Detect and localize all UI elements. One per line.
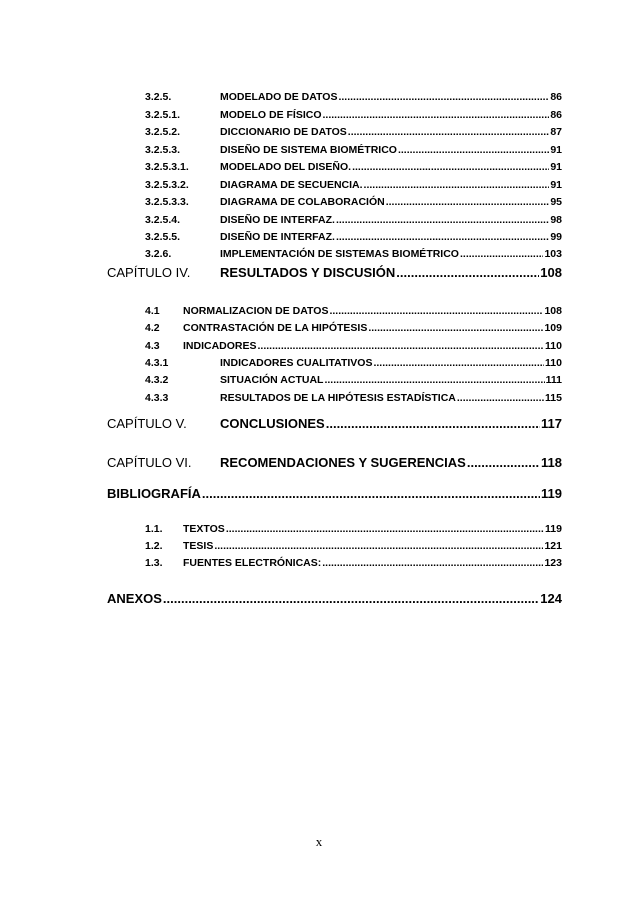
entry-number: 3.2.5. xyxy=(145,91,172,103)
entry-title: DISEÑO DE SISTEMA BIOMÉTRICO xyxy=(220,144,397,156)
leader-dots xyxy=(336,214,549,226)
chapter-title: CONCLUSIONES xyxy=(220,416,325,431)
entry-number: 1.3. xyxy=(145,557,163,569)
toc-entry xyxy=(145,322,562,336)
leader-dots xyxy=(396,265,539,280)
toc-entry xyxy=(145,305,562,319)
chapter-title: ANEXOS xyxy=(107,591,162,606)
entry-page: 91 xyxy=(550,179,562,191)
chapter-number: CAPÍTULO VI. xyxy=(107,455,192,470)
entry-number: 4.3.1 xyxy=(145,357,169,369)
leader-dots xyxy=(258,340,545,352)
chapter-page: 118 xyxy=(541,455,562,470)
toc-entry xyxy=(145,214,562,228)
entry-page: 99 xyxy=(550,231,562,243)
entry-title: MODELADO DE DATOS xyxy=(220,91,338,103)
entry-number: 3.2.5.3.3. xyxy=(145,196,189,208)
chapter-page: 119 xyxy=(541,486,562,501)
entry-page: 119 xyxy=(545,523,562,535)
toc-entry xyxy=(145,374,562,388)
leader-dots xyxy=(326,416,540,431)
entry-page: 123 xyxy=(544,557,562,569)
entry-page: 109 xyxy=(544,322,562,334)
entry-number: 1.1. xyxy=(145,523,163,535)
entry-title: DISEÑO DE INTERFAZ. xyxy=(220,214,335,226)
leader-dots xyxy=(202,486,540,501)
entry-number: 3.2.5.3. xyxy=(145,144,181,156)
leader-dots xyxy=(457,392,544,404)
leader-dots xyxy=(323,109,550,121)
toc-entry xyxy=(145,392,562,406)
entry-number: 3.2.5.2. xyxy=(145,126,181,138)
toc-chapter xyxy=(107,265,562,283)
toc-entry xyxy=(145,126,562,140)
entry-number: 3.2.5.3.1. xyxy=(145,161,189,173)
entry-title: MODELO DE FÍSICO xyxy=(220,109,322,121)
entry-number: 4.1 xyxy=(145,305,160,317)
entry-title: IMPLEMENTACIÓN DE SISTEMAS BIOMÉTRICO xyxy=(220,248,459,260)
toc-chapter xyxy=(107,416,562,434)
entry-page: 87 xyxy=(550,126,562,138)
toc-chapter xyxy=(107,455,562,473)
toc-entry xyxy=(145,179,562,193)
toc-entry xyxy=(145,340,562,354)
toc-entry xyxy=(145,248,562,262)
chapter-title: RESULTADOS Y DISCUSIÓN xyxy=(220,265,396,280)
entry-page: 91 xyxy=(550,161,562,173)
entry-page: 115 xyxy=(545,392,562,404)
entry-number: 4.3.2 xyxy=(145,374,169,386)
entry-page: 86 xyxy=(550,91,562,103)
chapter-page: 124 xyxy=(540,591,562,606)
leader-dots xyxy=(368,322,543,334)
toc-entry xyxy=(145,540,562,554)
leader-dots xyxy=(226,523,544,535)
leader-dots xyxy=(364,179,550,191)
entry-page: 108 xyxy=(544,305,562,317)
chapter-number: CAPÍTULO IV. xyxy=(107,265,191,280)
toc-entry xyxy=(145,91,562,105)
leader-dots xyxy=(214,540,543,552)
toc-entry xyxy=(145,144,562,158)
entry-title: SITUACIÓN ACTUAL xyxy=(220,374,324,386)
chapter-page: 108 xyxy=(540,265,562,280)
leader-dots xyxy=(460,248,543,260)
leader-dots xyxy=(322,557,543,569)
entry-number: 1.2. xyxy=(145,540,163,552)
entry-page: 91 xyxy=(550,144,562,156)
entry-number: 3.2.5.4. xyxy=(145,214,181,226)
entry-number: 4.3.3 xyxy=(145,392,169,404)
entry-title: TESIS xyxy=(183,540,214,552)
entry-page: 86 xyxy=(550,109,562,121)
entry-number: 3.2.5.3.2. xyxy=(145,179,189,191)
toc-chapter xyxy=(107,486,562,504)
entry-number: 4.2 xyxy=(145,322,160,334)
entry-title: CONTRASTACIÓN DE LA HIPÓTESIS xyxy=(183,322,368,334)
chapter-title: RECOMENDACIONES Y SUGERENCIAS xyxy=(220,455,466,470)
toc-entry xyxy=(145,109,562,123)
entry-title: DIAGRAMA DE COLABORACIÓN xyxy=(220,196,385,208)
entry-title: DIAGRAMA DE SECUENCIA. xyxy=(220,179,363,191)
leader-dots xyxy=(398,144,549,156)
entry-title: NORMALIZACION DE DATOS xyxy=(183,305,329,317)
entry-title: RESULTADOS DE LA HIPÓTESIS ESTADÍSTICA xyxy=(220,392,456,404)
leader-dots xyxy=(386,196,550,208)
toc-entry xyxy=(145,557,562,571)
entry-number: 3.2.5.1. xyxy=(145,109,181,121)
entry-number: 3.2.5.5. xyxy=(145,231,181,243)
entry-page: 111 xyxy=(545,374,562,386)
leader-dots xyxy=(348,126,550,138)
entry-title: INDICADORES CUALITATIVOS xyxy=(220,357,373,369)
chapter-page: 117 xyxy=(541,416,562,431)
entry-title: TEXTOS xyxy=(183,523,225,535)
entry-title: FUENTES ELECTRÓNICAS: xyxy=(183,557,322,569)
entry-page: 103 xyxy=(544,248,562,260)
leader-dots xyxy=(336,231,549,243)
leader-dots xyxy=(329,305,543,317)
leader-dots xyxy=(338,91,549,103)
toc-entry xyxy=(145,357,562,371)
chapter-number: CAPÍTULO V. xyxy=(107,416,187,431)
toc-entry xyxy=(145,161,562,175)
leader-dots xyxy=(373,357,544,369)
leader-dots xyxy=(163,591,539,606)
toc-entry xyxy=(145,196,562,210)
entry-title: MODELADO DEL DISEÑO. xyxy=(220,161,352,173)
leader-dots xyxy=(352,161,549,173)
entry-page: 110 xyxy=(545,340,562,352)
page-number: x xyxy=(315,834,323,849)
leader-dots xyxy=(467,455,540,470)
toc-entry xyxy=(145,523,562,537)
entry-title: DICCIONARIO DE DATOS xyxy=(220,126,347,138)
entry-title: INDICADORES xyxy=(183,340,257,352)
entry-title: DISEÑO DE INTERFAZ. xyxy=(220,231,335,243)
entry-page: 121 xyxy=(544,540,562,552)
leader-dots xyxy=(324,374,544,386)
toc-entry xyxy=(145,231,562,245)
chapter-title: BIBLIOGRAFÍA xyxy=(107,486,201,501)
entry-page: 98 xyxy=(550,214,562,226)
entry-page: 110 xyxy=(545,357,562,369)
entry-page: 95 xyxy=(550,196,562,208)
entry-number: 3.2.6. xyxy=(145,248,172,260)
toc-chapter xyxy=(107,591,562,609)
entry-number: 4.3 xyxy=(145,340,160,352)
